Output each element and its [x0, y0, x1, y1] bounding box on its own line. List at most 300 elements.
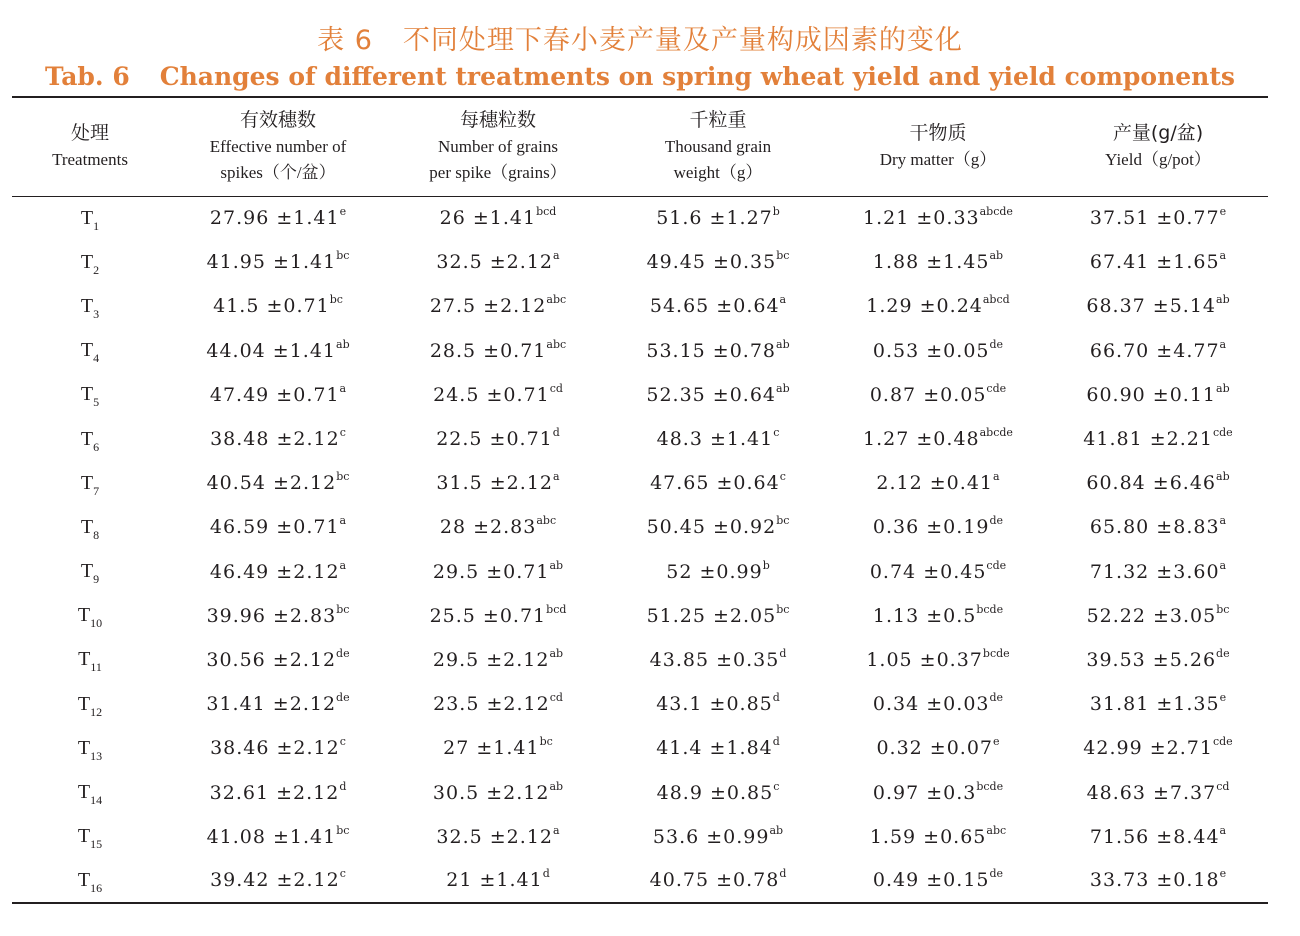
treatment-cell	[12, 240, 168, 284]
significance-letters: ab	[1216, 470, 1230, 484]
value-cell	[608, 859, 828, 903]
treatment-number: 13	[90, 748, 103, 763]
value-cell	[608, 461, 828, 505]
table-row	[12, 550, 1268, 594]
value-cell	[1048, 682, 1268, 726]
treatment-letter: T	[80, 560, 94, 583]
value-cell	[828, 859, 1048, 903]
significance-letters: d	[552, 426, 560, 440]
value-cell	[828, 373, 1048, 417]
significance-letters: a	[339, 381, 347, 395]
treatment-letter: T	[77, 825, 91, 848]
significance-letters: a	[1219, 823, 1227, 837]
mean-sd-value: 53.6 ±0.99	[652, 825, 770, 848]
table-row	[12, 859, 1268, 903]
header-label-en-line: Thousand grain	[664, 137, 772, 157]
mean-sd-value: 29.5 ±0.71	[432, 560, 550, 583]
header-label-cn: 干物质	[909, 122, 967, 145]
significance-letters: ab	[1216, 293, 1230, 307]
mean-sd-value: 41.5 ±0.71	[213, 295, 330, 318]
mean-sd-value: 31.41 ±2.12	[206, 693, 337, 716]
mean-sd-value: 48.9 ±0.85	[656, 781, 774, 804]
mean-sd-value: 66.70 ±4.77	[1089, 339, 1220, 362]
value-cell	[608, 638, 828, 682]
mean-sd-value: 51.25 ±2.05	[646, 604, 777, 627]
table-row	[12, 726, 1268, 770]
treatment-letter: T	[80, 427, 94, 450]
mean-sd-value: 39.53 ±5.26	[1086, 648, 1217, 671]
value-cell	[1048, 196, 1268, 240]
header-label-en	[168, 134, 388, 186]
header-label-en	[828, 147, 1048, 173]
treatment-cell	[12, 638, 168, 682]
value-cell	[388, 329, 608, 373]
value-cell	[168, 417, 388, 461]
mean-sd-value: 47.49 ±0.71	[209, 383, 340, 406]
value-cell	[608, 682, 828, 726]
mean-sd-value: 0.32 ±0.07	[876, 737, 994, 760]
treatment-cell	[12, 505, 168, 549]
table-number-en: Tab. 6	[45, 62, 130, 91]
mean-sd-value: 41.4 ±1.84	[656, 737, 773, 760]
significance-letters: a	[1219, 249, 1227, 263]
mean-sd-value: 52 ±0.99	[666, 560, 763, 583]
value-cell	[168, 770, 388, 814]
header-label-en	[12, 147, 168, 173]
value-cell	[1048, 770, 1268, 814]
table-row	[12, 770, 1268, 814]
value-cell	[828, 594, 1048, 638]
mean-sd-value: 40.75 ±0.78	[649, 869, 780, 892]
value-cell	[608, 505, 828, 549]
significance-letters: ab	[1216, 381, 1230, 395]
mean-sd-value: 2.12 ±0.41	[876, 472, 993, 495]
significance-letters: e	[339, 205, 347, 219]
significance-letters: bc	[1216, 602, 1230, 616]
significance-letters: bcde	[976, 779, 1004, 793]
significance-letters: e	[1219, 205, 1227, 219]
treatment-letter: T	[77, 692, 91, 715]
value-cell	[1048, 859, 1268, 903]
header-label-en-line: Number of grains	[438, 137, 558, 157]
treatment-number: 15	[90, 837, 103, 852]
significance-letters: de	[989, 337, 1004, 351]
significance-letters: abcde	[979, 205, 1013, 219]
significance-letters: abcde	[979, 426, 1013, 440]
significance-letters: bcde	[976, 602, 1004, 616]
treatment-number: 6	[93, 439, 100, 454]
mean-sd-value: 38.48 ±2.12	[210, 428, 340, 451]
treatment-cell	[12, 594, 168, 638]
treatment-letter: T	[80, 250, 94, 273]
table-row	[12, 417, 1268, 461]
value-cell	[608, 726, 828, 770]
mean-sd-value: 39.42 ±2.12	[210, 869, 340, 892]
value-cell	[1048, 594, 1268, 638]
treatment-letter: T	[77, 604, 91, 627]
value-cell	[828, 505, 1048, 549]
value-cell	[168, 505, 388, 549]
significance-letters: de	[989, 691, 1004, 705]
significance-letters: c	[339, 426, 346, 440]
mean-sd-value: 33.73 ±0.18	[1089, 869, 1220, 892]
treatment-letter: T	[80, 515, 94, 538]
mean-sd-value: 30.5 ±2.12	[432, 781, 550, 804]
value-cell	[388, 815, 608, 859]
significance-letters: ab	[336, 337, 350, 351]
value-cell	[168, 373, 388, 417]
mean-sd-value: 1.05 ±0.37	[866, 648, 983, 671]
significance-letters: ab	[549, 646, 564, 660]
value-cell	[168, 461, 388, 505]
treatment-cell	[12, 726, 168, 770]
header-label-en-line: spikes（个/盆）	[220, 163, 336, 183]
treatment-letter: T	[80, 206, 94, 229]
treatment-number: 2	[93, 262, 100, 277]
value-cell	[828, 417, 1048, 461]
value-cell	[168, 594, 388, 638]
significance-letters: ab	[989, 249, 1004, 263]
mean-sd-value: 31.81 ±1.35	[1089, 693, 1220, 716]
value-cell	[388, 417, 608, 461]
value-cell	[828, 284, 1048, 328]
value-cell	[168, 284, 388, 328]
treatment-number: 14	[90, 793, 103, 808]
mean-sd-value: 37.51 ±0.77	[1089, 207, 1220, 230]
significance-letters: cde	[986, 558, 1007, 572]
header-label-en-line: Yield（g/pot）	[1105, 150, 1211, 170]
value-cell	[1048, 240, 1268, 284]
significance-letters: de	[336, 691, 350, 705]
mean-sd-value: 0.36 ±0.19	[872, 516, 990, 539]
significance-letters: ab	[776, 381, 790, 395]
treatment-cell	[12, 550, 168, 594]
significance-letters: c	[339, 867, 346, 881]
treatment-number: 5	[93, 395, 100, 410]
significance-letters: a	[993, 470, 1000, 484]
treatment-cell	[12, 284, 168, 328]
mean-sd-value: 46.59 ±0.71	[209, 516, 340, 539]
treatment-cell	[12, 373, 168, 417]
significance-letters: bc	[776, 514, 790, 528]
mean-sd-value: 46.49 ±2.12	[209, 560, 340, 583]
mean-sd-value: 32.5 ±2.12	[436, 251, 553, 274]
mean-sd-value: 53.15 ±0.78	[646, 339, 777, 362]
significance-letters: a	[553, 249, 560, 263]
significance-letters: b	[762, 558, 770, 572]
header-label-en	[608, 134, 828, 186]
significance-letters: d	[779, 867, 787, 881]
treatment-number: 10	[90, 616, 103, 631]
significance-letters: a	[1219, 514, 1227, 528]
significance-letters: c	[779, 470, 786, 484]
value-cell	[828, 240, 1048, 284]
header-label-cn: 每穗粒数	[459, 109, 536, 132]
mean-sd-value: 32.5 ±2.12	[436, 825, 553, 848]
significance-letters: de	[336, 646, 350, 660]
mean-sd-value: 68.37 ±5.14	[1086, 295, 1217, 318]
results-table	[12, 96, 1268, 904]
mean-sd-value: 40.54 ±2.12	[206, 472, 337, 495]
treatment-letter: T	[77, 868, 91, 891]
significance-letters: a	[553, 470, 560, 484]
mean-sd-value: 44.04 ±1.41	[206, 339, 337, 362]
table-row	[12, 815, 1268, 859]
value-cell	[608, 417, 828, 461]
table-row	[12, 284, 1268, 328]
header-treatments	[12, 97, 168, 196]
header-thousand-grain-weight	[608, 97, 828, 196]
significance-letters: c	[339, 735, 346, 749]
value-cell	[1048, 815, 1268, 859]
mean-sd-value: 0.87 ±0.05	[869, 383, 987, 406]
significance-letters: a	[553, 823, 560, 837]
value-cell	[388, 726, 608, 770]
table-row	[12, 505, 1268, 549]
mean-sd-value: 52.22 ±3.05	[1086, 604, 1217, 627]
value-cell	[608, 594, 828, 638]
value-cell	[1048, 505, 1268, 549]
mean-sd-value: 41.81 ±2.21	[1083, 428, 1213, 451]
significance-letters: bcd	[546, 602, 567, 616]
mean-sd-value: 71.32 ±3.60	[1089, 560, 1220, 583]
table-row	[12, 196, 1268, 240]
significance-letters: a	[1219, 337, 1227, 351]
value-cell	[608, 196, 828, 240]
value-cell	[168, 550, 388, 594]
value-cell	[388, 196, 608, 240]
mean-sd-value: 26 ±1.41	[439, 207, 537, 230]
significance-letters: cde	[1212, 735, 1233, 749]
value-cell	[1048, 417, 1268, 461]
mean-sd-value: 29.5 ±2.12	[432, 648, 550, 671]
value-cell	[388, 638, 608, 682]
significance-letters: abc	[546, 337, 567, 351]
treatment-cell	[12, 461, 168, 505]
treatment-number: 7	[93, 483, 100, 498]
significance-letters: cd	[1216, 779, 1230, 793]
value-cell	[1048, 550, 1268, 594]
value-cell	[828, 638, 1048, 682]
mean-sd-value: 0.49 ±0.15	[872, 869, 990, 892]
value-cell	[388, 682, 608, 726]
treatment-number: 12	[90, 704, 103, 719]
value-cell	[608, 284, 828, 328]
treatment-number: 8	[93, 527, 100, 542]
mean-sd-value: 28 ±2.83	[439, 516, 537, 539]
mean-sd-value: 43.1 ±0.85	[656, 693, 773, 716]
header-label-en	[1048, 147, 1268, 173]
significance-letters: cd	[549, 691, 563, 705]
value-cell	[608, 329, 828, 373]
value-cell	[388, 505, 608, 549]
mean-sd-value: 22.5 ±0.71	[436, 428, 553, 451]
mean-sd-value: 39.96 ±2.83	[206, 604, 337, 627]
mean-sd-value: 51.6 ±1.27	[656, 207, 773, 230]
significance-letters: e	[1219, 691, 1227, 705]
value-cell	[388, 859, 608, 903]
significance-letters: ab	[776, 337, 790, 351]
value-cell	[168, 815, 388, 859]
value-cell	[388, 594, 608, 638]
mean-sd-value: 30.56 ±2.12	[206, 648, 337, 671]
value-cell	[828, 329, 1048, 373]
header-label-cn: 产量(g/盆)	[1112, 122, 1204, 145]
significance-letters: de	[989, 514, 1004, 528]
value-cell	[1048, 461, 1268, 505]
value-cell	[828, 682, 1048, 726]
value-cell	[828, 770, 1048, 814]
mean-sd-value: 47.65 ±0.64	[650, 472, 780, 495]
value-cell	[608, 815, 828, 859]
table-number-cn: 表 6	[317, 25, 373, 56]
treatment-cell	[12, 815, 168, 859]
significance-letters: bcde	[982, 646, 1010, 660]
significance-letters: c	[773, 426, 780, 440]
significance-letters: d	[339, 779, 347, 793]
header-label-en-line: Treatments	[52, 150, 128, 170]
treatment-number: 3	[93, 306, 100, 321]
table-row	[12, 682, 1268, 726]
header-label-en-line: Effective number of	[209, 137, 347, 157]
value-cell	[168, 726, 388, 770]
mean-sd-value: 60.84 ±6.46	[1086, 472, 1217, 495]
mean-sd-value: 41.08 ±1.41	[206, 825, 337, 848]
significance-letters: bc	[776, 602, 790, 616]
table-body	[12, 196, 1268, 903]
significance-letters: bc	[336, 602, 350, 616]
significance-letters: cd	[549, 381, 563, 395]
value-cell	[608, 240, 828, 284]
header-label-en-line: Dry matter（g）	[879, 150, 997, 170]
significance-letters: abc	[986, 823, 1007, 837]
header-effective-spikes	[168, 97, 388, 196]
significance-letters: ab	[549, 558, 564, 572]
significance-letters: abc	[536, 514, 557, 528]
significance-letters: ab	[549, 779, 564, 793]
significance-letters: bc	[329, 293, 343, 307]
treatment-letter: T	[77, 781, 91, 804]
header-label-en-line: weight（g）	[673, 163, 763, 183]
significance-letters: bc	[336, 470, 350, 484]
significance-letters: bc	[336, 823, 350, 837]
table-row	[12, 240, 1268, 284]
value-cell	[1048, 284, 1268, 328]
treatment-cell	[12, 859, 168, 903]
significance-letters: b	[772, 205, 780, 219]
significance-letters: bcd	[536, 205, 557, 219]
table-caption-en: Changes of different treatments on spring wheat yield and yield components	[159, 62, 1235, 91]
treatment-letter: T	[80, 383, 94, 406]
significance-letters: d	[772, 735, 780, 749]
mean-sd-value: 1.59 ±0.65	[869, 825, 987, 848]
mean-sd-value: 48.3 ±1.41	[656, 428, 774, 451]
treatment-number: 9	[93, 572, 100, 587]
significance-letters: a	[339, 514, 347, 528]
mean-sd-value: 52.35 ±0.64	[646, 383, 777, 406]
mean-sd-value: 27.5 ±2.12	[429, 295, 547, 318]
treatment-letter: T	[80, 339, 94, 362]
header-label-cn: 处理	[70, 122, 109, 145]
table-row	[12, 594, 1268, 638]
mean-sd-value: 0.34 ±0.03	[872, 693, 990, 716]
table-title-cn	[0, 18, 1280, 57]
value-cell	[828, 726, 1048, 770]
header-grains-per-spike	[388, 97, 608, 196]
table-row	[12, 638, 1268, 682]
mean-sd-value: 27 ±1.41	[443, 737, 540, 760]
value-cell	[388, 461, 608, 505]
mean-sd-value: 65.80 ±8.83	[1089, 516, 1220, 539]
significance-letters: e	[1219, 867, 1227, 881]
value-cell	[388, 240, 608, 284]
table-title-en	[0, 62, 1280, 91]
table-row	[12, 329, 1268, 373]
value-cell	[168, 859, 388, 903]
header-label-cn: 千粒重	[689, 109, 747, 132]
significance-letters: de	[989, 867, 1004, 881]
mean-sd-value: 49.45 ±0.35	[646, 251, 777, 274]
value-cell	[168, 196, 388, 240]
mean-sd-value: 50.45 ±0.92	[646, 516, 777, 539]
mean-sd-value: 54.65 ±0.64	[649, 295, 780, 318]
value-cell	[828, 196, 1048, 240]
value-cell	[1048, 638, 1268, 682]
treatment-number: 16	[90, 880, 103, 895]
mean-sd-value: 48.63 ±7.37	[1086, 781, 1217, 804]
treatment-number: 11	[90, 660, 102, 675]
treatment-cell	[12, 770, 168, 814]
significance-letters: d	[542, 867, 550, 881]
significance-letters: a	[779, 293, 787, 307]
significance-letters: ab	[769, 823, 784, 837]
significance-letters: cde	[1212, 426, 1233, 440]
mean-sd-value: 32.61 ±2.12	[209, 781, 340, 804]
table-row	[12, 461, 1268, 505]
mean-sd-value: 0.53 ±0.05	[872, 339, 990, 362]
header-label-en	[388, 134, 608, 186]
value-cell	[168, 682, 388, 726]
value-cell	[388, 284, 608, 328]
mean-sd-value: 24.5 ±0.71	[433, 383, 550, 406]
significance-letters: bc	[776, 249, 790, 263]
value-cell	[168, 240, 388, 284]
mean-sd-value: 31.5 ±2.12	[436, 472, 553, 495]
header-label-en-line: per spike（grains）	[429, 163, 567, 183]
value-cell	[388, 770, 608, 814]
significance-letters: abcd	[982, 293, 1010, 307]
mean-sd-value: 1.88 ±1.45	[872, 251, 990, 274]
value-cell	[828, 550, 1048, 594]
treatment-letter: T	[80, 294, 94, 317]
mean-sd-value: 43.85 ±0.35	[649, 648, 780, 671]
value-cell	[1048, 373, 1268, 417]
value-cell	[828, 815, 1048, 859]
treatment-number: 4	[93, 351, 100, 366]
mean-sd-value: 0.74 ±0.45	[869, 560, 987, 583]
mean-sd-value: 42.99 ±2.71	[1083, 737, 1213, 760]
mean-sd-value: 1.27 ±0.48	[863, 428, 980, 451]
mean-sd-value: 0.97 ±0.3	[872, 781, 977, 804]
significance-letters: de	[1216, 646, 1230, 660]
significance-letters: d	[772, 691, 780, 705]
treatment-letter: T	[77, 736, 91, 759]
significance-letters: abc	[546, 293, 567, 307]
header-yield	[1048, 97, 1268, 196]
treatment-cell	[12, 682, 168, 726]
mean-sd-value: 28.5 ±0.71	[429, 339, 547, 362]
significance-letters: a	[1219, 558, 1227, 572]
